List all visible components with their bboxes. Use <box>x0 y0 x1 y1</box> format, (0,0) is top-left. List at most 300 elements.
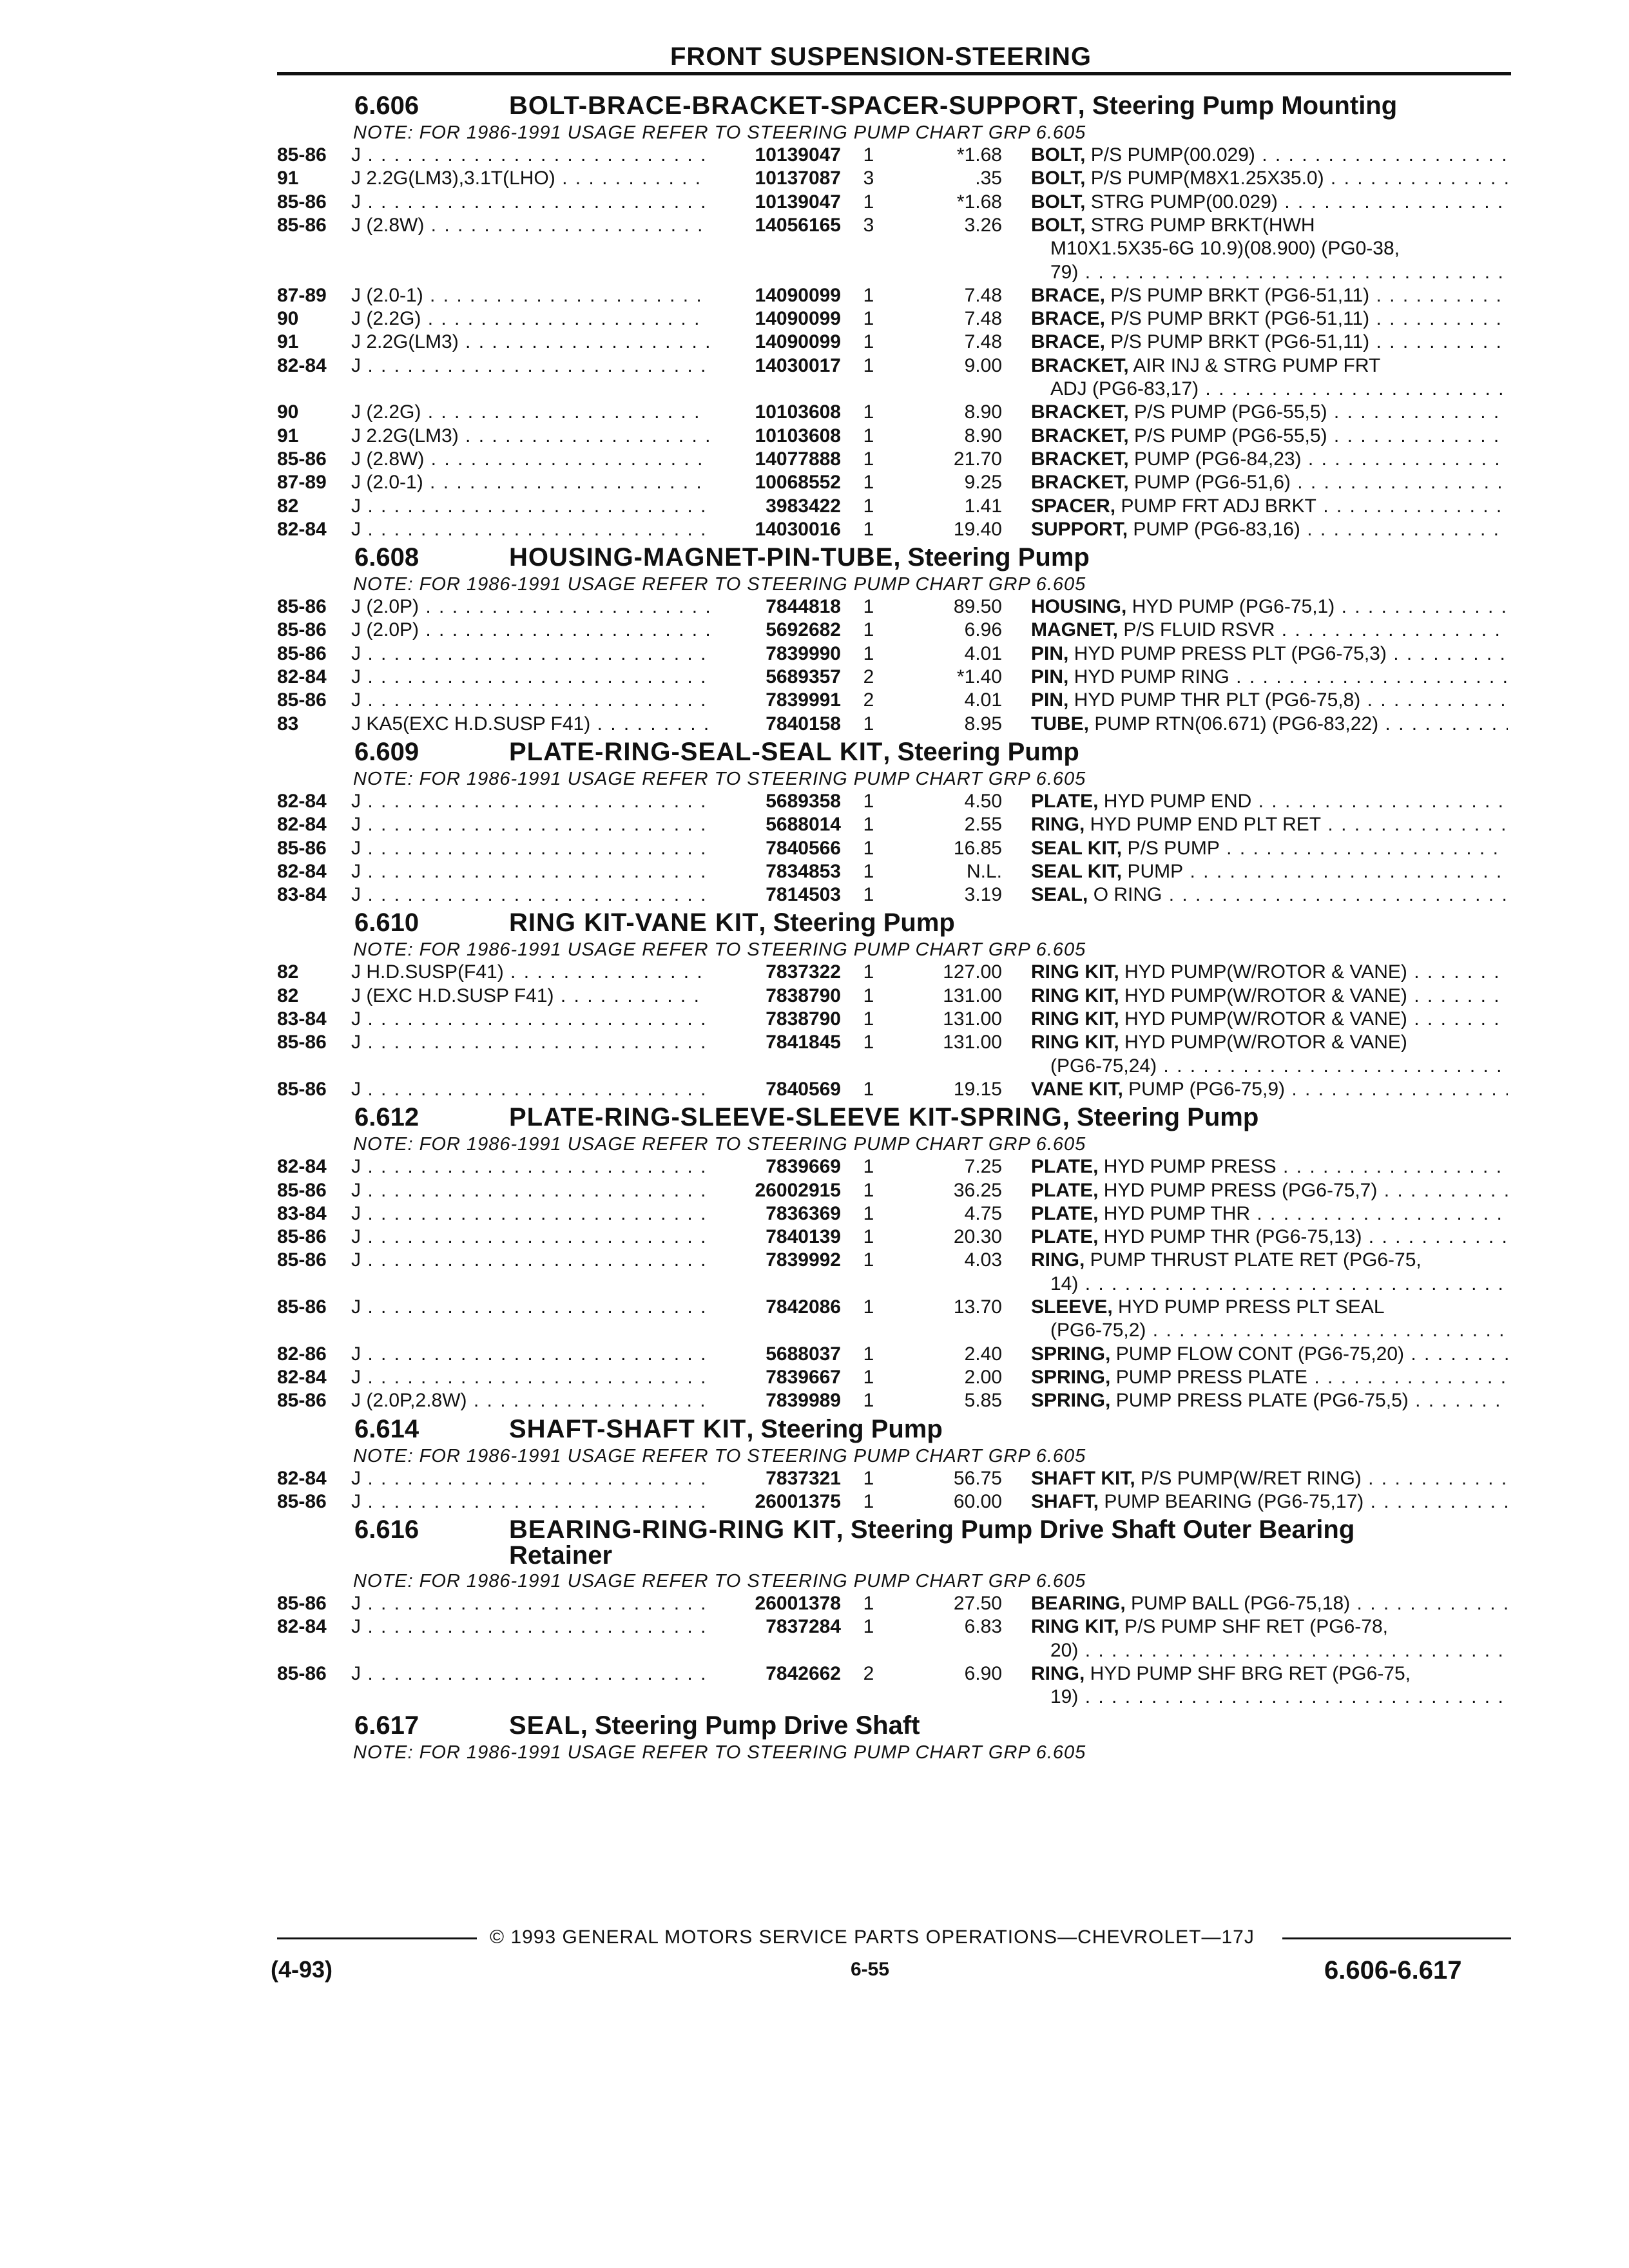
usage-note: NOTE: FOR 1986-1991 USAGE REFER TO STEERING PUMP CHART GRP 6.605 <box>353 1445 1086 1466</box>
part-name: PLATE, <box>1031 1226 1099 1248</box>
page-number: 6-55 <box>851 1959 890 1980</box>
part-row <box>0 1367 1629 1390</box>
model-years: 85-86 <box>277 1390 327 1412</box>
part-number: 14030016 <box>755 518 841 540</box>
part-name: RING KIT, <box>1031 1616 1119 1638</box>
model-code: J . . . <box>351 814 709 836</box>
model-years: 82-84 <box>277 1616 327 1638</box>
part-description <box>1031 791 1508 812</box>
price: 60.00 <box>953 1490 1002 1512</box>
part-description <box>1031 985 1508 1007</box>
part-detail: HYD PUMP(W/ROTOR & VANE) <box>1119 1032 1407 1053</box>
price: 6.90 <box>964 1663 1002 1684</box>
model-years: 87-89 <box>277 472 327 494</box>
model-years: 85-86 <box>277 619 327 641</box>
model-code: J 2.2G(LM3) . . . <box>351 331 709 353</box>
price: N.L. <box>966 860 1002 882</box>
price: 7.25 <box>964 1156 1002 1178</box>
model-years: 83 <box>277 713 299 735</box>
price: .35 <box>975 168 1002 189</box>
part-name: MAGNET, <box>1031 619 1118 641</box>
part-detail: P/S PUMP(00.029) <box>1085 144 1255 166</box>
part-name: BRACE, <box>1031 331 1106 353</box>
quantity: 1 <box>863 191 874 213</box>
part-row <box>0 1249 1629 1273</box>
part-row <box>0 1079 1629 1102</box>
model-code: J . . . <box>351 689 709 711</box>
revision-date: (4-93) <box>271 1956 333 1983</box>
model-code: J . . . <box>351 791 709 812</box>
model-years: 85-86 <box>277 191 327 213</box>
price: 13.70 <box>953 1296 1002 1318</box>
group-range: 6.606-6.617 <box>1324 1956 1462 1984</box>
part-row <box>0 1390 1629 1413</box>
part-row <box>0 643 1629 666</box>
part-description <box>1031 448 1508 470</box>
copyright-notice: © 1993 GENERAL MOTORS SERVICE PARTS OPERATIONS—CHEVROLET—17J <box>490 1927 1255 1948</box>
part-number: 7839989 <box>766 1390 841 1412</box>
part-description <box>1031 215 1508 236</box>
part-name: BOLT, <box>1031 168 1086 189</box>
part-name: SPRING, <box>1031 1366 1111 1388</box>
part-detail: PUMP BEARING (PG6-75,17) <box>1099 1490 1364 1512</box>
model-years: 82 <box>277 985 299 1006</box>
part-name: BRACKET, <box>1031 401 1129 423</box>
part-row <box>0 1180 1629 1203</box>
model-code: J (2.0P) . . . <box>351 596 709 618</box>
model-code: J KA5(EXC H.D.SUSP F41) . . . <box>351 713 709 735</box>
part-detail: HYD PUMP SHF BRG RET (PG6-75, <box>1084 1663 1411 1684</box>
part-name: TUBE, <box>1031 713 1089 735</box>
part-detail: HYD PUMP THR PLT (PG6-75,8) <box>1068 689 1361 711</box>
section-title-caps: BOLT-BRACE-BRACKET-SPACER-SUPPORT <box>509 91 1078 120</box>
model-code: J (2.0-1) . . . <box>351 285 709 307</box>
model-code: J H.D.SUSP(F41) . . . <box>351 961 709 983</box>
part-number: 7814503 <box>766 884 841 906</box>
part-number: 7840566 <box>766 837 841 859</box>
model-years: 83-84 <box>277 884 327 906</box>
part-description <box>1031 285 1508 307</box>
model-years: 85-86 <box>277 1490 327 1512</box>
part-name: PIN, <box>1031 689 1069 711</box>
part-detail: P/S PUMP(M8X1.25X35.0) <box>1085 168 1324 189</box>
part-number: 7842662 <box>766 1663 841 1684</box>
model-code: J . . . <box>351 838 709 860</box>
part-name: SEAL, <box>1031 884 1088 906</box>
part-name: BRACE, <box>1031 308 1106 330</box>
part-name: RING KIT, <box>1031 985 1119 1006</box>
price: 131.00 <box>943 1008 1002 1030</box>
model-years: 90 <box>277 308 299 330</box>
quantity: 1 <box>863 619 874 641</box>
part-name: PIN, <box>1031 642 1069 664</box>
price: *1.68 <box>956 144 1002 166</box>
model-code: J (2.0-1) . . . <box>351 472 709 494</box>
part-name: BRACKET, <box>1031 354 1129 376</box>
model-years: 82-84 <box>277 860 327 882</box>
part-row-continuation <box>0 378 1629 401</box>
model-code: J . . . <box>351 1593 709 1615</box>
price: *1.68 <box>956 191 1002 213</box>
part-number: 7840139 <box>766 1226 841 1248</box>
model-code: J . . . <box>351 191 709 213</box>
model-code: J . . . <box>351 1249 709 1271</box>
quantity: 1 <box>863 1467 874 1489</box>
part-name: PLATE, <box>1031 1179 1099 1201</box>
quantity: 1 <box>863 884 874 906</box>
part-number: 5689357 <box>766 666 841 687</box>
part-detail: HYD PUMP PRESS (PG6-75,7) <box>1098 1179 1378 1201</box>
description-continuation: 19) . . . <box>1050 1686 1508 1708</box>
part-row <box>0 861 1629 884</box>
model-code: J . . . <box>351 1296 709 1318</box>
part-row <box>0 985 1629 1008</box>
part-name: BRACKET, <box>1031 448 1129 470</box>
model-code: J . . . <box>351 1616 709 1638</box>
section-title-caps: BEARING-RING-RING KIT <box>509 1515 836 1544</box>
model-years: 91 <box>277 425 299 447</box>
part-description <box>1031 191 1508 213</box>
model-years: 83-84 <box>277 1202 327 1224</box>
section-title <box>354 1415 943 1444</box>
part-number: 7841845 <box>766 1032 841 1053</box>
part-number: 14077888 <box>755 448 841 470</box>
part-number: 3983422 <box>766 495 841 517</box>
model-code: J (2.0P,2.8W) . . . <box>351 1390 709 1412</box>
part-description <box>1031 1491 1508 1513</box>
section-title <box>354 908 955 937</box>
quantity: 1 <box>863 1296 874 1318</box>
quantity: 1 <box>863 837 874 859</box>
model-years: 82-84 <box>277 354 327 376</box>
section-title-rest: , Steering Pump <box>883 737 1079 766</box>
part-detail: HYD PUMP(W/ROTOR & VANE) <box>1119 1008 1407 1030</box>
model-code: J . . . <box>351 1491 709 1513</box>
description-continuation: 20) . . . <box>1050 1640 1508 1662</box>
part-detail: PUMP FLOW CONT (PG6-75,20) <box>1110 1343 1405 1365</box>
part-detail: HYD PUMP PRESS PLT SEAL <box>1112 1296 1385 1318</box>
model-years: 82-84 <box>277 1467 327 1489</box>
part-number: 5692682 <box>766 619 841 641</box>
price: 6.83 <box>964 1616 1002 1638</box>
model-code: J (EXC H.D.SUSP F41) . . . <box>351 985 709 1007</box>
model-code: J . . . <box>351 1156 709 1178</box>
part-row-continuation <box>0 262 1629 285</box>
price: 131.00 <box>943 1032 1002 1053</box>
model-years: 85-86 <box>277 1663 327 1684</box>
part-description <box>1031 689 1508 711</box>
section-title-rest: , Steering Pump <box>758 908 955 937</box>
section-title <box>354 1103 1258 1132</box>
part-detail: HYD PUMP END PLT RET <box>1084 814 1322 836</box>
model-code: J . . . <box>351 861 709 883</box>
price: 20.30 <box>953 1226 1002 1248</box>
part-row <box>0 1491 1629 1514</box>
part-detail: PUMP RTN(06.671) (PG6-83,22) <box>1089 713 1379 735</box>
description-continuation: (PG6-75,2) . . . <box>1050 1320 1508 1341</box>
price: 2.40 <box>964 1343 1002 1365</box>
part-row <box>0 1468 1629 1491</box>
model-code: J (2.8W) . . . <box>351 215 709 236</box>
part-row <box>0 519 1629 542</box>
part-row <box>0 1343 1629 1367</box>
model-code: J . . . <box>351 355 709 377</box>
part-name: RING, <box>1031 1249 1085 1271</box>
part-name: RING, <box>1031 814 1085 836</box>
section-title-caps: SEAL <box>509 1711 581 1740</box>
model-years: 82 <box>277 961 299 983</box>
part-description <box>1031 1180 1508 1202</box>
price: 7.48 <box>964 308 1002 330</box>
part-description <box>1031 814 1508 836</box>
part-name: SPACER, <box>1031 495 1116 517</box>
part-description <box>1031 144 1508 166</box>
part-name: BEARING, <box>1031 1593 1126 1615</box>
price: 6.96 <box>964 619 1002 641</box>
price: 2.00 <box>964 1366 1002 1388</box>
part-row <box>0 838 1629 861</box>
part-description <box>1031 596 1508 618</box>
part-row <box>0 401 1629 425</box>
part-row <box>0 1156 1629 1179</box>
section-title-rest: , Steering Pump Mounting <box>1077 91 1398 120</box>
price: 16.85 <box>953 837 1002 859</box>
part-row <box>0 331 1629 354</box>
price: 27.50 <box>953 1593 1002 1615</box>
part-number: 10139047 <box>755 144 841 166</box>
model-years: 85-86 <box>277 1296 327 1318</box>
part-name: SLEEVE, <box>1031 1296 1113 1318</box>
part-detail: O RING <box>1088 884 1162 906</box>
model-years: 85-86 <box>277 1032 327 1053</box>
price: 56.75 <box>953 1467 1002 1489</box>
part-description <box>1031 1343 1508 1365</box>
quantity: 1 <box>863 144 874 166</box>
part-name: BRACKET, <box>1031 472 1129 494</box>
part-number: 14090099 <box>755 308 841 330</box>
section-number: 6.614 <box>354 1414 419 1443</box>
model-years: 82-84 <box>277 814 327 836</box>
part-row-continuation <box>0 1686 1629 1709</box>
part-detail: P/S PUMP BRKT (PG6-51,11) <box>1105 284 1370 306</box>
quantity: 1 <box>863 425 874 447</box>
part-row <box>0 1203 1629 1226</box>
part-detail: HYD PUMP END <box>1098 790 1252 812</box>
part-row <box>0 355 1629 378</box>
part-description <box>1031 1079 1508 1100</box>
part-description <box>1031 1156 1508 1178</box>
model-code: J . . . <box>351 1180 709 1202</box>
quantity: 1 <box>863 1179 874 1201</box>
part-row <box>0 619 1629 642</box>
description-continuation: 79) . . . <box>1050 262 1508 284</box>
description-continuation: 14) . . . <box>1050 1273 1508 1295</box>
part-row <box>0 285 1629 308</box>
part-name: RING, <box>1031 1663 1085 1684</box>
page-header-title: FRONT SUSPENSION-STEERING <box>670 43 1092 71</box>
quantity: 1 <box>863 518 874 540</box>
part-row <box>0 215 1629 238</box>
part-row <box>0 1032 1629 1055</box>
price: 7.48 <box>964 331 1002 353</box>
quantity: 1 <box>863 1226 874 1248</box>
quantity: 1 <box>863 1390 874 1412</box>
part-row <box>0 884 1629 907</box>
part-row-continuation <box>0 1055 1629 1079</box>
part-number: 7837322 <box>766 961 841 983</box>
model-years: 83-84 <box>277 1008 327 1030</box>
price: 3.26 <box>964 214 1002 236</box>
part-description <box>1031 1616 1508 1638</box>
part-row <box>0 1008 1629 1032</box>
section-title-rest: , Steering Pump Drive Shaft Outer Bearing <box>836 1515 1355 1544</box>
part-row <box>0 1663 1629 1686</box>
part-detail: HYD PUMP PRESS <box>1098 1156 1277 1178</box>
footer-rule-right <box>1282 1937 1511 1939</box>
description-continuation: (PG6-75,24) . . . <box>1050 1055 1508 1077</box>
part-description <box>1031 838 1508 860</box>
part-description <box>1031 1008 1508 1030</box>
part-row <box>0 961 1629 985</box>
part-number: 7836369 <box>766 1202 841 1224</box>
part-description <box>1031 331 1508 353</box>
model-years: 85-86 <box>277 1226 327 1248</box>
section-title-caps: PLATE-RING-SLEEVE-SLEEVE KIT-SPRING <box>509 1103 1063 1132</box>
part-name: SUPPORT, <box>1031 518 1128 540</box>
model-code: J . . . <box>351 1343 709 1365</box>
header-rule <box>277 72 1511 75</box>
section-title <box>354 543 1090 572</box>
part-number: 14090099 <box>755 284 841 306</box>
quantity: 2 <box>863 689 874 711</box>
quantity: 1 <box>863 1593 874 1615</box>
part-number: 7838790 <box>766 1008 841 1030</box>
quantity: 1 <box>863 860 874 882</box>
part-description <box>1031 401 1508 423</box>
model-code: J . . . <box>351 1367 709 1389</box>
part-name: VANE KIT, <box>1031 1078 1123 1100</box>
section-title-caps: PLATE-RING-SEAL-SEAL KIT <box>509 737 883 766</box>
quantity: 1 <box>863 401 874 423</box>
section-number: 6.617 <box>354 1711 419 1740</box>
part-description <box>1031 713 1508 735</box>
price: 3.19 <box>964 884 1002 906</box>
part-description <box>1031 666 1508 688</box>
part-detail: HYD PUMP THR <box>1098 1202 1251 1224</box>
footer-rule-left <box>277 1937 477 1939</box>
part-description <box>1031 861 1508 883</box>
part-detail: P/S PUMP (PG6-55,5) <box>1128 425 1327 447</box>
price: 4.03 <box>964 1249 1002 1271</box>
model-code: J . . . <box>351 495 709 517</box>
quantity: 1 <box>863 1366 874 1388</box>
section-title-line2: Retainer <box>509 1541 613 1570</box>
section-title <box>354 1515 1354 1544</box>
part-name: SPRING, <box>1031 1343 1111 1365</box>
model-years: 82 <box>277 495 299 517</box>
part-row-continuation <box>0 1640 1629 1663</box>
part-description <box>1031 1226 1508 1248</box>
section-title <box>354 1711 920 1740</box>
quantity: 3 <box>863 214 874 236</box>
model-years: 85-86 <box>277 448 327 470</box>
part-row <box>0 666 1629 689</box>
part-number: 26001375 <box>755 1490 841 1512</box>
model-years: 90 <box>277 401 299 423</box>
quantity: 1 <box>863 1156 874 1178</box>
part-name: SHAFT, <box>1031 1490 1099 1512</box>
section-title-caps: RING KIT-VANE KIT <box>509 908 759 937</box>
model-code: J (2.2G) . . . <box>351 308 709 330</box>
part-number: 7839990 <box>766 642 841 664</box>
section-number: 6.616 <box>354 1515 419 1544</box>
part-detail: STRG PUMP(00.029) <box>1085 191 1278 213</box>
part-number: 7839992 <box>766 1249 841 1271</box>
part-row <box>0 713 1629 736</box>
model-years: 82-84 <box>277 1366 327 1388</box>
part-detail: PUMP (PG6-83,16) <box>1128 518 1300 540</box>
part-number: 7837321 <box>766 1467 841 1489</box>
usage-note: NOTE: FOR 1986-1991 USAGE REFER TO STEERING PUMP CHART GRP 6.605 <box>353 574 1086 595</box>
part-name: RING KIT, <box>1031 961 1119 983</box>
quantity: 2 <box>863 666 874 687</box>
part-description <box>1031 1663 1508 1685</box>
usage-note: NOTE: FOR 1986-1991 USAGE REFER TO STEERING PUMP CHART GRP 6.605 <box>353 939 1086 961</box>
quantity: 1 <box>863 331 874 353</box>
price: 19.15 <box>953 1078 1002 1100</box>
quantity: 1 <box>863 472 874 494</box>
part-name: SPRING, <box>1031 1390 1111 1412</box>
model-years: 85-86 <box>277 1249 327 1271</box>
part-number: 14030017 <box>755 354 841 376</box>
section-title <box>354 738 1079 767</box>
part-name: HOUSING, <box>1031 596 1127 618</box>
part-number: 7840158 <box>766 713 841 735</box>
usage-note: NOTE: FOR 1986-1991 USAGE REFER TO STEERING PUMP CHART GRP 6.605 <box>353 1571 1086 1592</box>
model-code: J 2.2G(LM3) . . . <box>351 425 709 447</box>
model-years: 85-86 <box>277 1078 327 1100</box>
part-number: 14056165 <box>755 214 841 236</box>
part-detail: STRG PUMP BRKT(HWH <box>1085 214 1315 236</box>
part-description <box>1031 884 1508 906</box>
part-description <box>1031 1593 1508 1615</box>
part-row <box>0 144 1629 168</box>
quantity: 1 <box>863 1343 874 1365</box>
section-title-rest: , Steering Pump <box>746 1414 943 1443</box>
part-description <box>1031 1367 1508 1389</box>
section-title-caps: HOUSING-MAGNET-PIN-TUBE <box>509 543 894 572</box>
model-years: 85-86 <box>277 1593 327 1615</box>
part-description <box>1031 1032 1508 1053</box>
model-code: J . . . <box>351 1203 709 1225</box>
model-code: J . . . <box>351 1226 709 1248</box>
price: 4.01 <box>964 689 1002 711</box>
part-name: SEAL KIT, <box>1031 837 1123 859</box>
part-number: 7844818 <box>766 596 841 618</box>
model-years: 82-84 <box>277 790 327 812</box>
price: 131.00 <box>943 985 1002 1006</box>
part-number: 5688037 <box>766 1343 841 1365</box>
part-row <box>0 814 1629 837</box>
part-row <box>0 1593 1629 1616</box>
model-code: J . . . <box>351 1663 709 1685</box>
model-years: 85-86 <box>277 596 327 618</box>
usage-note: NOTE: FOR 1986-1991 USAGE REFER TO STEERING PUMP CHART GRP 6.605 <box>353 768 1086 789</box>
model-code: J . . . <box>351 666 709 688</box>
part-name: BOLT, <box>1031 144 1086 166</box>
part-number: 10103608 <box>755 425 841 447</box>
part-detail: PUMP FRT ADJ BRKT <box>1115 495 1316 517</box>
